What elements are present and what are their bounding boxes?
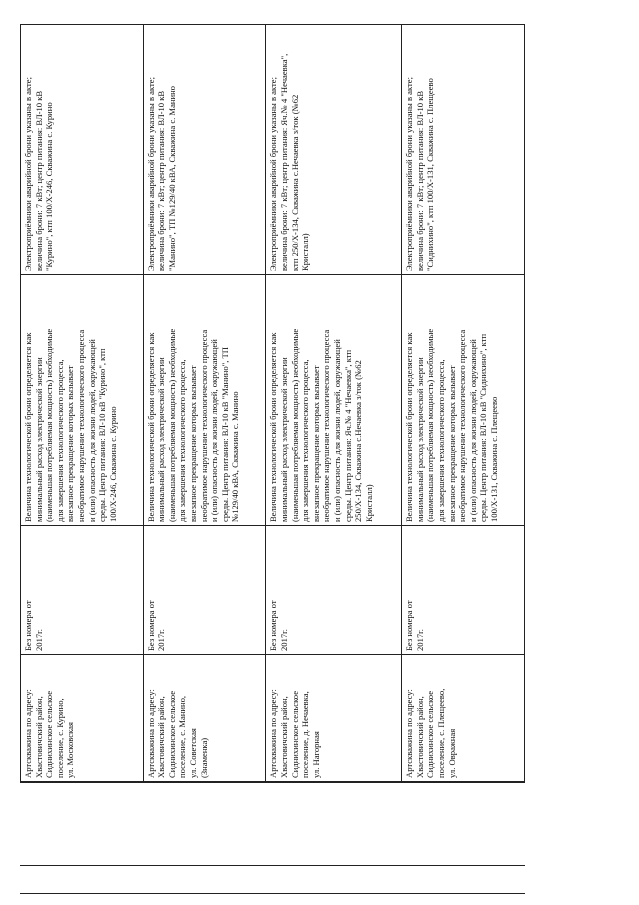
emergency-reserve-table xyxy=(20,24,525,782)
signature-rule-1 xyxy=(20,782,525,783)
cell-text-line: поселение, д. Нечаевка, xyxy=(300,691,311,778)
cell-text-line: 100/Х-246, Скважина с. Курино xyxy=(107,406,118,522)
cell-text-line: для завершения технологического процесса, xyxy=(436,359,447,522)
cell-text-line: и (или) опасность для жизни людей, окружающей xyxy=(467,339,478,522)
cell-text-line: Без номера от xyxy=(23,600,33,651)
reason-cell xyxy=(266,275,402,526)
reason-cell xyxy=(402,275,525,526)
cell-text-line: поселение, с. Плещеево, xyxy=(436,688,447,778)
cell-text-line: Электроприёмники аварийной брони указаны в акте; xyxy=(404,77,415,271)
cell-text-line: Электроприёмники аварийной брони указаны в акте; xyxy=(145,77,156,271)
reason-cell xyxy=(21,275,144,526)
cell-text-line: Величина технологической брони определяется как xyxy=(145,332,156,522)
table-body xyxy=(21,25,525,782)
cell-text-line: Сиднихинское сельское xyxy=(44,690,55,778)
cell-text-line: "Сиднихино", ктп 100/Х-131, Скважина с. Плещеево xyxy=(425,78,436,271)
cell-text-line: необратимое нарушение технологического процесса xyxy=(457,329,468,522)
cell-text-line: и (или) опасность для жизни людей, окружающей xyxy=(86,339,97,522)
cell-text-line: (наименьшая потребляемая мощность) необходимые xyxy=(44,328,55,522)
address-cell xyxy=(143,655,266,782)
cell-text-line: Без номера от xyxy=(268,600,279,651)
cell-text-line: величина брони: 7 кВт; центр питания: ВЛ-10 кВ xyxy=(33,90,44,271)
cell-text-line: внезапное прекращение которых вызывает xyxy=(446,365,457,522)
document-cell xyxy=(402,526,525,655)
cell-text-line: Кристалл) xyxy=(363,484,374,522)
cell-text-line: поселение, с. Манино, xyxy=(177,695,188,778)
cell-text-line: величина брони: 7 кВт; центр питания: ВЛ-10 кВ xyxy=(414,90,425,271)
cell-text-line: минимальный расход электрической энергии xyxy=(156,357,167,522)
cell-text-line: для завершения технологического процесса, xyxy=(300,359,311,522)
cell-text-line: 100/Х-131, Скважина с. Плещеево xyxy=(489,396,500,522)
cell-text-line: и (или) опасность для жизни людей, окружающей xyxy=(331,339,342,522)
cell-text-line: необратимое нарушение технологического процесса xyxy=(321,329,332,522)
cell-text-line: Без номера от xyxy=(145,600,156,651)
address-cell xyxy=(21,655,144,782)
cell-text-line: Сиднихинское сельское xyxy=(289,690,300,778)
reason-cell xyxy=(143,275,266,526)
cell-text-line: (Знаменка) xyxy=(198,737,209,778)
cell-text-line: 2017г. xyxy=(156,629,167,651)
table-row xyxy=(402,25,525,782)
cell-text-line: необратимое нарушение технологического процесса xyxy=(75,329,86,522)
cell-text-line: и (или) опасность для жизни людей, окружающей xyxy=(209,339,220,522)
reserve-value-cell xyxy=(266,25,402,275)
reserve-value-cell xyxy=(21,25,144,275)
document-cell xyxy=(21,526,144,655)
cell-text-line: (наименьшая потребляемая мощность) необходимые xyxy=(425,328,436,522)
cell-text-line: Электроприёмники аварийной брони указаны в акте; xyxy=(268,77,279,271)
cell-text-line: ул. Овражная xyxy=(446,728,457,778)
signature-rule-2 xyxy=(20,865,525,866)
cell-text-line: среды. Центр питания: ВЛ-10 кВ "Курино", ктп xyxy=(97,348,108,522)
address-cell xyxy=(266,655,402,782)
cell-text-line: Сиднихинское сельское xyxy=(166,690,177,778)
cell-text-line: "Курино", ктп 100/Х-246, Скважина с. Курино xyxy=(44,102,55,271)
cell-text-line: для завершения технологического процесса, xyxy=(54,359,65,522)
cell-text-line: величина брони: 7 кВт; центр питания: ВЛ-10 кВ xyxy=(156,90,167,271)
cell-text-line: Кристалл) xyxy=(300,233,311,271)
cell-text-line: Величина технологической брони определяется как xyxy=(23,332,33,522)
cell-text-line: №129/40 кВА, Скважина с. Манино xyxy=(230,391,241,522)
cell-text-line: внезапное прекращение которых вызывает xyxy=(310,365,321,522)
rotated-table-container xyxy=(20,25,525,782)
cell-text-line: Хвастовичский район, xyxy=(278,696,289,778)
cell-text-line: среды. Центр питания: ВЛ-10 кВ "Сиднихино", ктп xyxy=(478,333,489,522)
cell-text-line: Сиднихинское сельское xyxy=(425,690,436,778)
cell-text-line: Хвастовичский район, xyxy=(414,696,425,778)
reserve-value-cell xyxy=(402,25,525,275)
cell-text-line: "Манино", ТП №129/40 кВА, Скважина с. Манино xyxy=(166,86,177,271)
cell-text-line: Величина технологической брони определяется как xyxy=(268,332,279,522)
reserve-value-cell xyxy=(143,25,266,275)
cell-text-line: ктп 250/Х-134, Скважина с.Нечаевка з/ток (№62 xyxy=(289,94,300,271)
cell-text-line: ул. Московская xyxy=(65,722,76,778)
cell-text-line: Величина технологической брони определяется как xyxy=(404,332,415,522)
cell-text-line: Без номера от xyxy=(404,600,415,651)
cell-text-line: минимальный расход электрической энергии xyxy=(33,357,44,522)
cell-text-line: величина брони: 7 кВт; центр питания: Яч.№ 4 "Нечаевка", xyxy=(278,53,289,271)
cell-text-line: 2017г. xyxy=(414,629,425,651)
cell-text-line: Артскважина по адресу: xyxy=(404,689,415,778)
cell-text-line: для завершения технологического процесса, xyxy=(177,359,188,522)
cell-text-line: ул. Нагорная xyxy=(310,731,321,778)
cell-text-line: необратимое нарушение технологического процесса xyxy=(198,329,209,522)
cell-text-line: (наименьшая потребляемая мощность) необходимые xyxy=(289,328,300,522)
cell-text-line: Хвастовичский район, xyxy=(156,696,167,778)
cell-text-line: поселение, с. Курино, xyxy=(54,698,65,778)
cell-text-line: ул. Советская xyxy=(188,728,199,778)
cell-text-line: среды. Центр питания: ВЛ-10 кВ "Манино", ТП xyxy=(219,347,230,522)
cell-text-line: 2017г. xyxy=(278,629,289,651)
table-row xyxy=(143,25,266,782)
cell-text-line: Электроприёмники аварийной брони указаны в акте; xyxy=(23,77,33,271)
address-cell xyxy=(402,655,525,782)
signature-rule-3 xyxy=(20,893,525,894)
cell-text-line: внезапное прекращение которых вызывает xyxy=(188,365,199,522)
document-cell xyxy=(266,526,402,655)
table-row xyxy=(21,25,144,782)
cell-text-line: (наименьшая потребляемая мощность) необходимые xyxy=(166,328,177,522)
cell-text-line: Артскважина по адресу: xyxy=(268,689,279,778)
cell-text-line: Хвастовичский район, xyxy=(33,696,44,778)
cell-text-line: минимальный расход электрической энергии xyxy=(414,357,425,522)
cell-text-line: среды. Центр питания: Яч.№ 4 "Нечаевка", ктп xyxy=(342,349,353,522)
document-cell xyxy=(143,526,266,655)
cell-text-line: 250/Х-134, Скважина с.Нечаевка з/ток (№62 xyxy=(353,360,364,522)
table-row xyxy=(266,25,402,782)
cell-text-line: Артскважина по адресу: xyxy=(23,689,33,778)
cell-text-line: минимальный расход электрической энергии xyxy=(278,357,289,522)
cell-text-line: Артскважина по адресу: xyxy=(145,689,156,778)
cell-text-line: внезапное прекращение которых вызывает xyxy=(65,365,76,522)
cell-text-line: 2017г. xyxy=(33,629,44,651)
